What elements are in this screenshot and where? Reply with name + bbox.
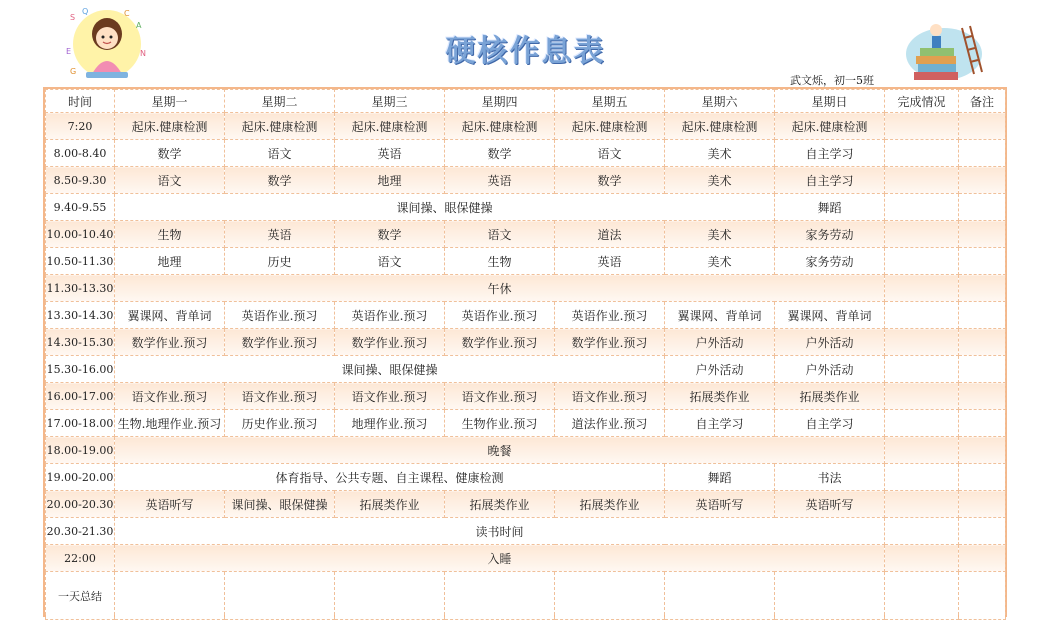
schedule-row [46, 167, 1006, 194]
schedule-row [46, 113, 1006, 140]
header-cell: 星期二 [225, 90, 335, 113]
activity-cell: 英语作业.预习 [335, 302, 445, 329]
activity-cell: 课间操、眼保健操 [115, 194, 775, 221]
activity-cell [225, 572, 335, 620]
activity-cell: 美术 [665, 221, 775, 248]
header-cell: 完成情况 [885, 90, 959, 113]
svg-text:S: S [70, 13, 76, 22]
activity-cell: 英语 [335, 140, 445, 167]
activity-cell: 语文 [225, 140, 335, 167]
schedule-row [46, 410, 1006, 437]
activity-cell: 起床.健康检测 [115, 113, 225, 140]
activity-cell: 美术 [665, 167, 775, 194]
activity-cell: 自主学习 [775, 140, 885, 167]
completion-cell[interactable] [885, 194, 959, 221]
activity-cell: 生物 [445, 248, 555, 275]
completion-cell[interactable] [885, 356, 959, 383]
schedule-row [46, 221, 1006, 248]
header-cell: 星期一 [115, 90, 225, 113]
activity-cell: 语文作业.预习 [225, 383, 335, 410]
page-title: 硬核作息表 [445, 34, 606, 69]
activity-cell: 语文作业.预习 [445, 383, 555, 410]
time-cell: 14.30-15.30 [46, 329, 115, 356]
activity-cell: 拓展类作业 [555, 491, 665, 518]
activity-cell: 英语听写 [775, 491, 885, 518]
completion-cell[interactable] [885, 275, 959, 302]
activity-cell: 英语作业.预习 [445, 302, 555, 329]
activity-cell: 户外活动 [775, 356, 885, 383]
activity-cell: 美术 [665, 248, 775, 275]
completion-cell[interactable] [885, 491, 959, 518]
completion-cell[interactable] [885, 302, 959, 329]
time-cell: 17.00-18.00 [46, 410, 115, 437]
svg-text:Q: Q [82, 7, 89, 16]
activity-cell: 数学 [335, 221, 445, 248]
schedule-table-frame [43, 87, 1007, 617]
time-cell: 8.50-9.30 [46, 167, 115, 194]
activity-cell: 晚餐 [115, 437, 885, 464]
notes-cell[interactable] [959, 248, 1006, 275]
activity-cell [775, 572, 885, 620]
notes-cell[interactable] [959, 545, 1006, 572]
svg-text:E: E [66, 47, 72, 56]
activity-cell: 地理作业.预习 [335, 410, 445, 437]
activity-cell: 翼课网、背单词 [115, 302, 225, 329]
time-cell: 11.30-13.30 [46, 275, 115, 302]
activity-cell: 自主学习 [775, 167, 885, 194]
activity-cell: 舞蹈 [775, 194, 885, 221]
notes-cell[interactable] [959, 491, 1006, 518]
activity-cell: 语文作业.预习 [335, 383, 445, 410]
activity-cell: 拓展类作业 [775, 383, 885, 410]
activity-cell: 自主学习 [665, 410, 775, 437]
header-cell: 星期五 [555, 90, 665, 113]
activity-cell: 数学作业.预习 [335, 329, 445, 356]
notes-cell[interactable] [959, 464, 1006, 491]
activity-cell: 入睡 [115, 545, 885, 572]
time-cell: 16.00-17.00 [46, 383, 115, 410]
activity-cell [445, 572, 555, 620]
completion-cell[interactable] [885, 572, 959, 620]
schedule-row [46, 491, 1006, 518]
header-cell: 星期日 [775, 90, 885, 113]
schedule-row [46, 194, 1006, 221]
time-cell: 15.30-16.00 [46, 356, 115, 383]
activity-cell: 午休 [115, 275, 885, 302]
activity-cell: 数学 [115, 140, 225, 167]
time-cell: 22:00 [46, 545, 115, 572]
notes-cell[interactable] [959, 383, 1006, 410]
activity-cell: 自主学习 [775, 410, 885, 437]
activity-cell: 英语听写 [665, 491, 775, 518]
schedule-row [46, 383, 1006, 410]
completion-cell[interactable] [885, 221, 959, 248]
notes-cell[interactable] [959, 329, 1006, 356]
activity-cell: 语文 [555, 140, 665, 167]
activity-cell: 舞蹈 [665, 464, 775, 491]
schedule-row [46, 518, 1006, 545]
time-cell: 20.00-20.30 [46, 491, 115, 518]
schedule-row [46, 356, 1006, 383]
time-cell: 一天总结 [46, 572, 115, 620]
activity-cell: 英语 [225, 221, 335, 248]
activity-cell: 翼课网、背单词 [665, 302, 775, 329]
activity-cell: 英语作业.预习 [555, 302, 665, 329]
activity-cell: 生物 [115, 221, 225, 248]
time-cell: 9.40-9.55 [46, 194, 115, 221]
activity-cell: 拓展类作业 [335, 491, 445, 518]
activity-cell: 英语 [445, 167, 555, 194]
activity-cell: 语文 [115, 167, 225, 194]
schedule-row [46, 464, 1006, 491]
time-cell: 19.00-20.00 [46, 464, 115, 491]
activity-cell: 语文 [445, 221, 555, 248]
schedule-row [46, 545, 1006, 572]
completion-cell[interactable] [885, 410, 959, 437]
activity-cell: 英语 [555, 248, 665, 275]
activity-cell: 数学作业.预习 [115, 329, 225, 356]
time-cell: 10.50-11.30 [46, 248, 115, 275]
activity-cell: 起床.健康检测 [555, 113, 665, 140]
notes-cell[interactable] [959, 356, 1006, 383]
svg-text:C: C [124, 9, 130, 18]
notes-cell[interactable] [959, 275, 1006, 302]
notes-cell[interactable] [959, 518, 1006, 545]
activity-cell: 起床.健康检测 [335, 113, 445, 140]
header-cell: 星期四 [445, 90, 555, 113]
schedule-row [46, 572, 1006, 620]
activity-cell: 书法 [775, 464, 885, 491]
activity-cell: 课间操、眼保健操 [225, 491, 335, 518]
activity-cell: 翼课网、背单词 [775, 302, 885, 329]
completion-cell[interactable] [885, 329, 959, 356]
activity-cell: 数学作业.预习 [445, 329, 555, 356]
activity-cell: 读书时间 [115, 518, 885, 545]
time-cell: 8.00-8.40 [46, 140, 115, 167]
completion-cell[interactable] [885, 167, 959, 194]
notes-cell[interactable] [959, 167, 1006, 194]
svg-text:G: G [70, 67, 77, 76]
schedule-row [46, 437, 1006, 464]
completion-cell[interactable] [885, 545, 959, 572]
header-row [46, 90, 1006, 113]
schedule-row [46, 302, 1006, 329]
activity-cell [555, 572, 665, 620]
schedule-body [46, 113, 1006, 620]
time-cell: 20.30-21.30 [46, 518, 115, 545]
activity-cell: 体育指导、公共专题、自主课程、健康检测 [115, 464, 665, 491]
activity-cell: 起床.健康检测 [775, 113, 885, 140]
time-cell: 13.30-14.30 [46, 302, 115, 329]
completion-cell[interactable] [885, 518, 959, 545]
activity-cell: 起床.健康检测 [445, 113, 555, 140]
author-class-label: 武文烁，初一5班 [790, 74, 874, 87]
activity-cell: 语文 [335, 248, 445, 275]
activity-cell: 道法作业.预习 [555, 410, 665, 437]
header-cell: 时间 [46, 90, 115, 113]
svg-text:A: A [136, 21, 142, 30]
notes-cell[interactable] [959, 437, 1006, 464]
time-cell: 18.00-19.00 [46, 437, 115, 464]
header-cell: 备注 [959, 90, 1006, 113]
activity-cell: 拓展类作业 [665, 383, 775, 410]
completion-cell[interactable] [885, 464, 959, 491]
activity-cell: 数学作业.预习 [225, 329, 335, 356]
notes-cell[interactable] [959, 302, 1006, 329]
header-cell: 星期三 [335, 90, 445, 113]
activity-cell: 数学作业.预习 [555, 329, 665, 356]
activity-cell: 起床.健康检测 [665, 113, 775, 140]
completion-cell[interactable] [885, 383, 959, 410]
activity-cell: 地理 [335, 167, 445, 194]
svg-text:N: N [140, 49, 146, 58]
activity-cell [665, 572, 775, 620]
activity-cell: 语文作业.预习 [115, 383, 225, 410]
activity-cell: 英语作业.预习 [225, 302, 335, 329]
activity-cell: 拓展类作业 [445, 491, 555, 518]
activity-cell: 生物作业.预习 [445, 410, 555, 437]
notes-cell[interactable] [959, 194, 1006, 221]
notes-cell[interactable] [959, 410, 1006, 437]
completion-cell[interactable] [885, 437, 959, 464]
notes-cell[interactable] [959, 140, 1006, 167]
completion-cell[interactable] [885, 140, 959, 167]
activity-cell: 户外活动 [665, 356, 775, 383]
activity-cell: 地理 [115, 248, 225, 275]
notes-cell[interactable] [959, 221, 1006, 248]
time-cell: 7:20 [46, 113, 115, 140]
activity-cell: 课间操、眼保健操 [115, 356, 665, 383]
activity-cell: 起床.健康检测 [225, 113, 335, 140]
activity-cell: 数学 [555, 167, 665, 194]
notes-cell[interactable] [959, 113, 1006, 140]
activity-cell: 户外活动 [775, 329, 885, 356]
schedule-row [46, 275, 1006, 302]
activity-cell: 数学 [445, 140, 555, 167]
activity-cell: 历史 [225, 248, 335, 275]
completion-cell[interactable] [885, 113, 959, 140]
activity-cell: 历史作业.预习 [225, 410, 335, 437]
activity-cell: 语文作业.预习 [555, 383, 665, 410]
completion-cell[interactable] [885, 248, 959, 275]
time-cell: 10.00-10.40 [46, 221, 115, 248]
activity-cell: 英语听写 [115, 491, 225, 518]
activity-cell: 生物.地理作业.预习 [115, 410, 225, 437]
activity-cell: 数学 [225, 167, 335, 194]
notes-cell[interactable] [959, 572, 1006, 620]
header-cell: 星期六 [665, 90, 775, 113]
schedule-row [46, 329, 1006, 356]
activity-cell: 道法 [555, 221, 665, 248]
activity-cell: 美术 [665, 140, 775, 167]
activity-cell: 家务劳动 [775, 248, 885, 275]
schedule-row [46, 248, 1006, 275]
activity-cell [335, 572, 445, 620]
schedule-table [45, 89, 1006, 620]
activity-cell: 户外活动 [665, 329, 775, 356]
activity-cell [115, 572, 225, 620]
activity-cell: 家务劳动 [775, 221, 885, 248]
schedule-row [46, 140, 1006, 167]
